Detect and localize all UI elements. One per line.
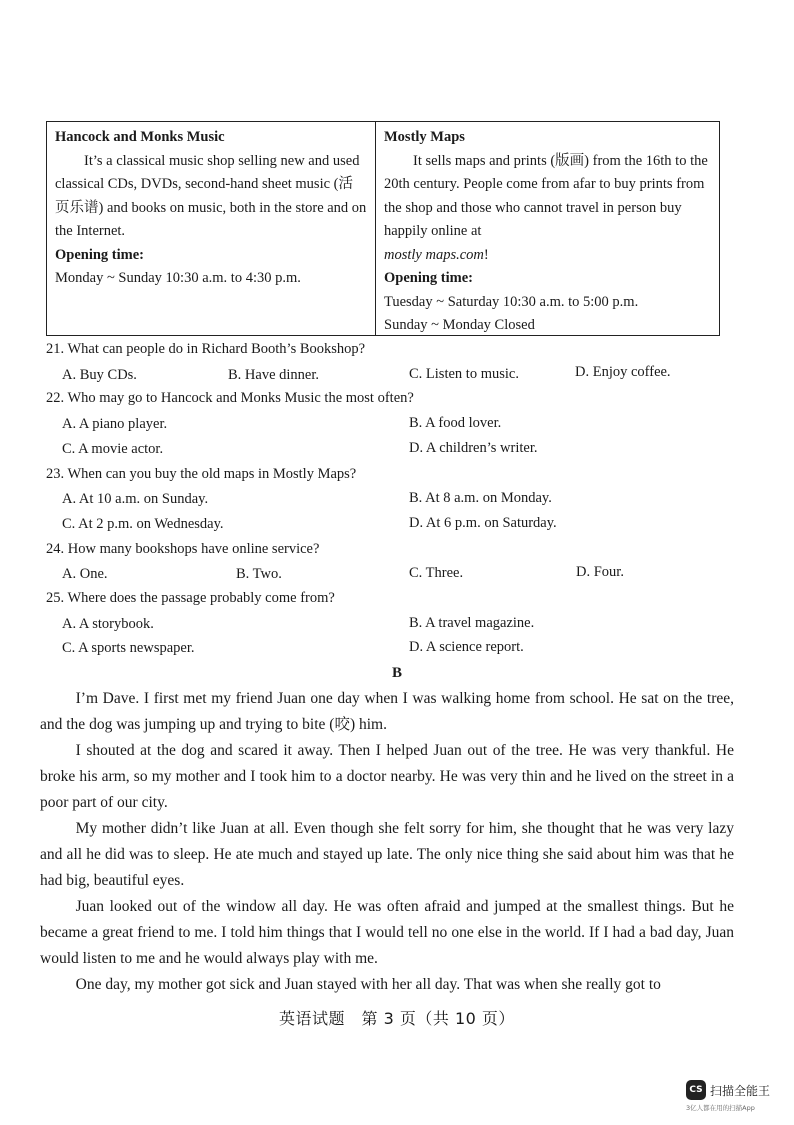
q25-option-a: A. A storybook. — [62, 616, 154, 632]
passage-paragraph-4: Juan looked out of the window all day. He was often afraid and jumped at the smallest things. But he became a great friend to me. I told him things that I would tell no one else in the world. If I had a bad day, Juan would listen to me and he would always play with me. — [40, 898, 734, 967]
q23-option-a: A. At 10 a.m. on Sunday. — [62, 491, 209, 507]
camscanner-logo-icon: CS — [686, 1080, 706, 1100]
mostly-maps-cell — [376, 122, 719, 335]
camscanner-tagline: 3亿人都在用的扫描App — [686, 1104, 755, 1112]
q23-option-c: C. At 2 p.m. on Wednesday. — [62, 516, 224, 532]
passage-paragraph-5: One day, my mother got sick and Juan stayed with her all day. That was when she really got to — [75, 976, 661, 993]
q25-option-b: B. A travel magazine. — [409, 615, 535, 631]
camscanner-name: 扫描全能王 — [710, 1083, 771, 1098]
question-24: 24. How many bookshops have online service? — [46, 541, 320, 557]
hancock-monks-hours: Monday ~ Sunday 10:30 a.m. to 4:30 p.m. — [55, 270, 301, 286]
mostly-maps-title: Mostly Maps — [384, 129, 465, 145]
camscanner-watermark — [686, 1080, 770, 1100]
q21-option-d: D. Enjoy coffee. — [575, 364, 671, 380]
q25-option-c: C. A sports newspaper. — [62, 640, 195, 656]
question-21: 21. What can people do in Richard Booth’s Bookshop? — [46, 341, 366, 357]
q23-option-d: D. At 6 p.m. on Saturday. — [409, 515, 557, 531]
q24-option-c: C. Three. — [409, 565, 464, 581]
passage-paragraph-1: I’m Dave. I first met my friend Juan one day when I was walking home from school. He sat on the tree, and the dog was jumping up and trying to bite (咬) him. — [40, 690, 734, 733]
q21-option-b: B. Have dinner. — [228, 367, 320, 383]
q22-option-c: C. A movie actor. — [62, 441, 164, 457]
mostly-maps-site-suffix: ! — [483, 246, 489, 263]
passage-paragraph-2: I shouted at the dog and scared it away. Then I helped Juan out of the tree. He was very thankful. He broke his arm, so my mother and I took him to a doctor nearby. He was very thin and he lived on the street in a poor part of our city. — [40, 742, 734, 811]
question-23: 23. When can you buy the old maps in Mostly Maps? — [46, 466, 357, 482]
q24-option-a: A. One. — [62, 566, 108, 582]
q23-option-b: B. At 8 a.m. on Monday. — [409, 490, 552, 506]
q22-option-d: D. A children’s writer. — [409, 440, 538, 456]
question-22: 22. Who may go to Hancock and Monks Music the most often? — [46, 390, 414, 406]
hancock-monks-cell — [47, 122, 376, 335]
page-footer: 英语试题 第 3 页（共 10 页） — [279, 1009, 515, 1028]
q21-option-a: A. Buy CDs. — [62, 367, 137, 383]
q22-option-b: B. A food lover. — [409, 415, 502, 431]
shop-info-table — [46, 121, 720, 336]
q25-option-d: D. A science report. — [409, 639, 524, 655]
passage-b — [40, 686, 734, 998]
hancock-monks-hours-label: Opening time: — [55, 246, 145, 263]
q24-option-d: D. Four. — [576, 564, 624, 580]
q22-option-a: A. A piano player. — [62, 416, 168, 432]
section-b-heading: B — [391, 665, 402, 681]
mostly-maps-desc: It sells maps and prints (版画) from the 16th to the 20th century. People come from afar to buy prints from the shop and those who cannot travel in person buy happily online at — [384, 152, 708, 239]
hancock-monks-title: Hancock and Monks Music — [55, 129, 225, 145]
q21-option-c: C. Listen to music. — [409, 366, 519, 382]
passage-paragraph-3: My mother didn’t like Juan at all. Even though she felt sorry for him, she thought that he was very lazy and all he did was to sleep. He ate much and stayed up late. The only nice thing she said about him was that he had big, beautiful eyes. — [40, 820, 734, 889]
mostly-maps-site: mostly maps.com — [384, 246, 484, 263]
mostly-maps-hours-1: Tuesday ~ Saturday 10:30 a.m. to 5:00 p.m. — [384, 293, 639, 310]
mostly-maps-site-line — [384, 244, 711, 268]
question-25: 25. Where does the passage probably come from? — [46, 590, 335, 606]
hancock-monks-desc: It’s a classical music shop selling new and used classical CDs, DVDs, second-hand sheet music (活页乐谱) and books on music, both in the store and on the Internet. — [55, 152, 367, 239]
mostly-maps-hours-2: Sunday ~ Monday Closed — [384, 317, 535, 333]
mostly-maps-hours-label: Opening time: — [384, 270, 474, 286]
q24-option-b: B. Two. — [236, 566, 282, 582]
